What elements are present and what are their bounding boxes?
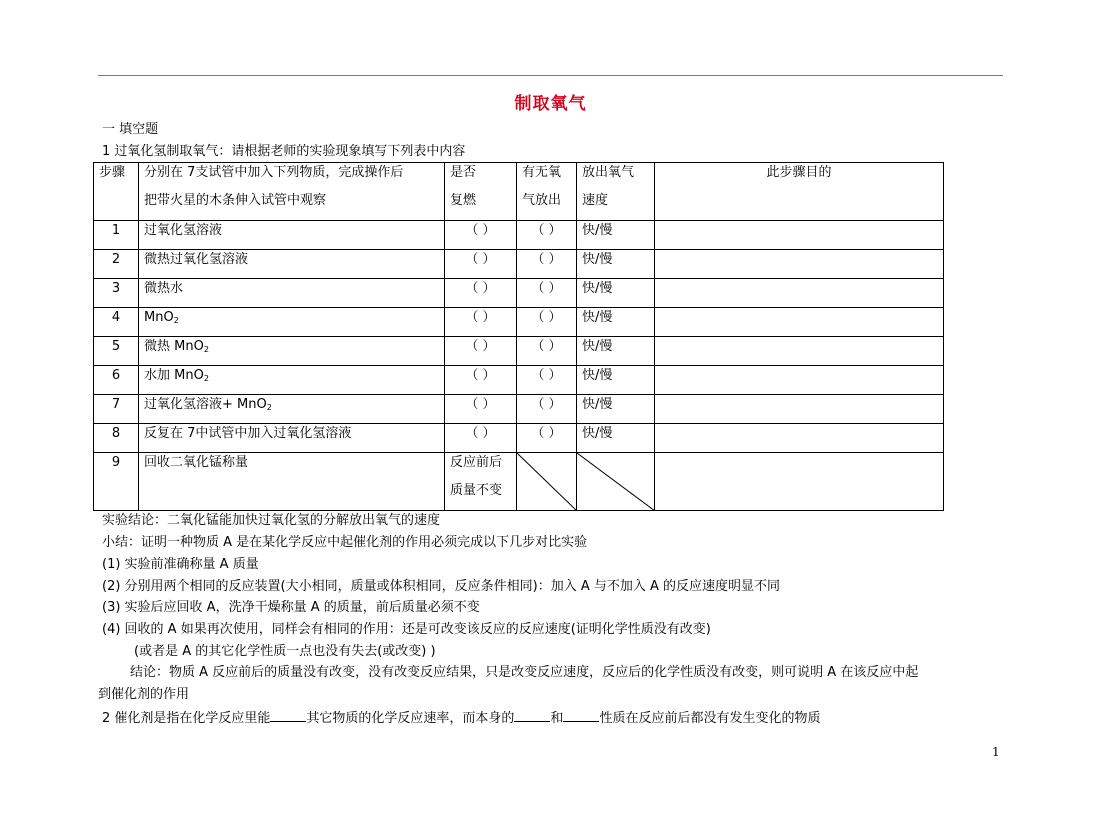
row-step: 5 [94, 337, 139, 366]
row-material: 微热水 [139, 279, 445, 308]
row-speed: 快/慢 [577, 221, 655, 250]
row-oxygen: （ ） [517, 221, 577, 250]
row-speed: 快/慢 [577, 366, 655, 395]
row-step: 8 [94, 424, 139, 453]
row-step: 6 [94, 366, 139, 395]
step-1: (1) 实验前准确称量 A 质量 [102, 557, 259, 572]
row-purpose [655, 395, 944, 424]
row-speed: 快/慢 [577, 337, 655, 366]
question-2: 2 催化剂是指在化学反应里能 其它物质的化学反应速率，而本身的 和 性质在反应前后都没有发生变化的物质 [102, 711, 821, 726]
row-purpose [655, 366, 944, 395]
table-row-9 [94, 453, 944, 511]
diagonal-cell [517, 453, 577, 511]
row-material: 水加 MnO$_2$ [139, 366, 445, 395]
row-reignite: （ ） [445, 308, 517, 337]
step-4-note: (或者是 A 的其它化学性质一点也没有失去(或改变) ) [134, 644, 436, 659]
experiment-table [93, 162, 944, 511]
summary: 小结：证明一种物质 A 是在某化学反应中起催化剂的作用必须完成以下几步对比实验 [102, 535, 588, 550]
row-purpose [655, 308, 944, 337]
row-purpose [655, 337, 944, 366]
row-purpose [655, 279, 944, 308]
table-header-row [94, 163, 944, 221]
step-2: (2) 分别用两个相同的反应装置(大小相同，质量或体积相同，反应条件相同)：加入 A 与不加入 A 的反应速度明显不同 [102, 579, 781, 594]
row-reignite: 反应前后 质量不变 [445, 453, 517, 511]
header-purpose: 此步骤目的 [655, 163, 944, 221]
table-row [94, 424, 944, 453]
row-purpose [655, 221, 944, 250]
row-speed: 快/慢 [577, 424, 655, 453]
row-material: MnO$_2$ [139, 308, 445, 337]
table-row [94, 395, 944, 424]
fill-blank[interactable] [514, 709, 550, 722]
row-step: 3 [94, 279, 139, 308]
row-purpose [655, 424, 944, 453]
row-reignite: （ ） [445, 279, 517, 308]
row-material: 反复在 7中试管中加入过氧化氢溶液 [139, 424, 445, 453]
header-step: 步骤 [94, 163, 139, 221]
row-material: 过氧化氢溶液 [139, 221, 445, 250]
diagonal-line [577, 453, 655, 511]
header-rule [98, 75, 1003, 76]
question-1: 1 过氧化氢制取氧气：请根据老师的实验现象填写下列表中内容 [102, 144, 466, 159]
header-oxygen: 有无氧 气放出 [517, 163, 577, 221]
row-step: 9 [94, 453, 139, 511]
row-oxygen: （ ） [517, 308, 577, 337]
row-oxygen: （ ） [517, 366, 577, 395]
row-speed: 快/慢 [577, 279, 655, 308]
row-material: 微热 MnO$_2$ [139, 337, 445, 366]
header-reignite: 是否 复燃 [445, 163, 517, 221]
header-speed: 放出氧气 速度 [577, 163, 655, 221]
row-step: 7 [94, 395, 139, 424]
header-material: 分别在 7支试管中加入下列物质，完成操作后 把带火星的木条伸入试管中观察 [139, 163, 445, 221]
fill-blank[interactable] [270, 709, 306, 722]
fill-blank[interactable] [563, 709, 599, 722]
row-oxygen: （ ） [517, 337, 577, 366]
table-row [94, 221, 944, 250]
row-purpose [655, 250, 944, 279]
row-oxygen: （ ） [517, 395, 577, 424]
final-conclusion: 结论：物质 A 反应前后的质量没有改变，没有改变反应结果，只是改变反应速度，反应后的化学性质没有改变，则可说明 A 在该反应中起 [130, 665, 919, 680]
row-oxygen: （ ） [517, 250, 577, 279]
section-heading: 一 填空题 [102, 122, 159, 137]
row-material: 回收二氧化锰称量 [139, 453, 445, 511]
row-speed: 快/慢 [577, 395, 655, 424]
table-row [94, 366, 944, 395]
row-oxygen: （ ） [517, 424, 577, 453]
conclusion: 实验结论：二氧化锰能加快过氧化氢的分解放出氧气的速度 [102, 513, 441, 528]
row-step: 2 [94, 250, 139, 279]
table-row [94, 250, 944, 279]
table-row [94, 308, 944, 337]
row-reignite: （ ） [445, 221, 517, 250]
final-conclusion-cont: 到催化剂的作用 [98, 687, 190, 702]
row-step: 4 [94, 308, 139, 337]
row-reignite: （ ） [445, 395, 517, 424]
page-title: 制取氧气 [514, 94, 587, 114]
row-step: 1 [94, 221, 139, 250]
diagonal-line [517, 453, 577, 511]
row-material: 过氧化氢溶液+ MnO$_2$ [139, 395, 445, 424]
row-material: 微热过氧化氢溶液 [139, 250, 445, 279]
row-oxygen: （ ） [517, 279, 577, 308]
row-speed: 快/慢 [577, 250, 655, 279]
row-reignite: （ ） [445, 250, 517, 279]
row-reignite: （ ） [445, 424, 517, 453]
row-purpose [655, 453, 944, 511]
table-row [94, 337, 944, 366]
row-reignite: （ ） [445, 337, 517, 366]
row-reignite: （ ） [445, 366, 517, 395]
diagonal-cell [577, 453, 655, 511]
table-row [94, 279, 944, 308]
page-number: 1 [992, 745, 1000, 759]
step-3: (3) 实验后应回收 A，洗净干燥称量 A 的质量，前后质量必须不变 [102, 600, 480, 615]
row-speed: 快/慢 [577, 308, 655, 337]
step-4: (4) 回收的 A 如果再次使用，同样会有相同的作用：还是可改变该反应的反应速度(证明化学性质没有改变) [102, 622, 711, 637]
